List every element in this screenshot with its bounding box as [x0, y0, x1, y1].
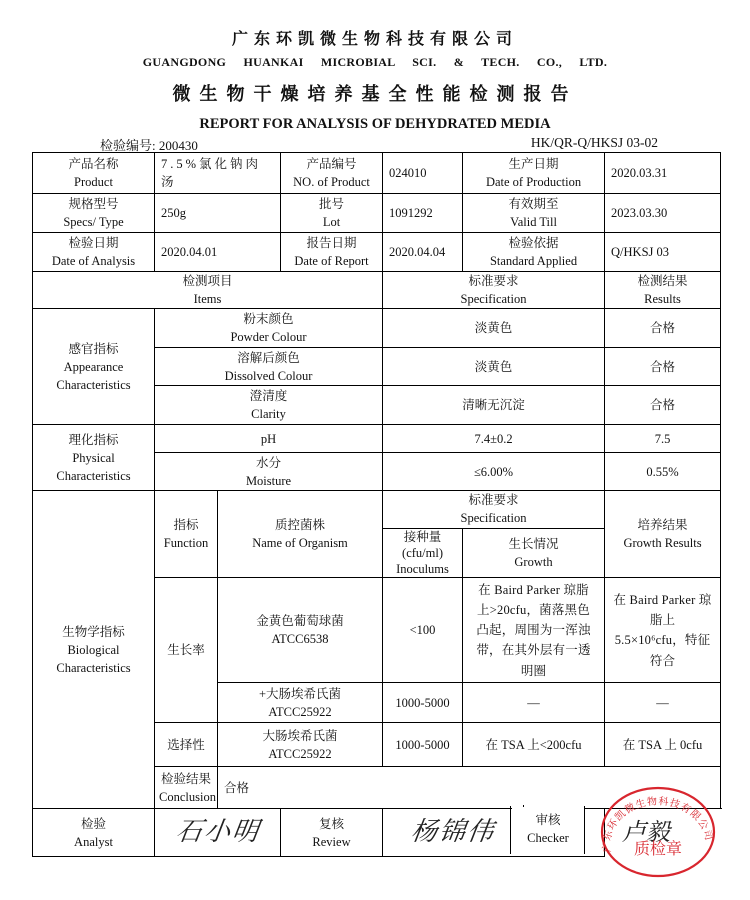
stamp-ring-text: 广东环凯微生物科技有限公司	[601, 796, 715, 853]
growth-description: —	[463, 683, 605, 723]
item-result: 0.55%	[605, 453, 721, 491]
checker-label-box: 审核 Checker	[512, 807, 584, 855]
report-date-label: 报告日期 Date of Report	[281, 233, 383, 272]
bio-spec-header: 标准要求 Specification	[383, 491, 605, 528]
product-label: 产品名称 Product	[33, 153, 155, 194]
item-result: 合格	[605, 348, 721, 386]
report-title-en: REPORT FOR ANALYSIS OF DEHYDRATED MEDIA	[199, 116, 551, 132]
info-row	[33, 233, 721, 272]
item-name: 溶解后颜色 Dissolved Colour	[155, 348, 383, 386]
growth-result: 在 Baird Parker 琼脂上 5.5×10⁶cfu，特征符合	[605, 578, 721, 683]
lot-label: 批号 Lot	[281, 194, 383, 233]
inoculum-value: 1000-5000	[383, 723, 463, 767]
growth-results-header: 培养结果 Growth Results	[605, 491, 721, 578]
report-title-cn: 微生物干燥培养基全性能检测报告	[172, 84, 578, 104]
growth-header: 生长情况 Growth	[463, 528, 605, 578]
valid-till-value: 2023.03.30	[605, 194, 721, 233]
production-date-value: 2020.03.31	[605, 153, 721, 194]
document-code: HK/QR-Q/HKSJ 03-02	[530, 135, 658, 150]
analysis-date-label: 检验日期 Date of Analysis	[33, 233, 155, 272]
growth-result: 在 TSA 上 0cfu	[605, 723, 721, 767]
growth-description: 在 Baird Parker 琼脂 上>20cfu，菌落黑色 凸起，周围为一浑浊 带，在其外层有一透 明圈	[463, 578, 605, 683]
biological-group: 生物学指标 Biological Characteristics	[33, 491, 155, 809]
report-number: 检验编号: 200430	[100, 138, 198, 153]
growth-description: 在 TSA 上<200cfu	[463, 723, 605, 767]
item-spec: 清晰无沉淀	[383, 386, 605, 425]
standard-label: 检验依据 Standard Applied	[463, 233, 605, 272]
valid-till-label: 有效期至 Valid Till	[463, 194, 605, 233]
growth-result: —	[605, 683, 721, 723]
product-number-label: 产品编号 NO. of Product	[281, 153, 383, 194]
stamp-center-text: 质检章	[633, 839, 683, 858]
analyst-signature: 石小明	[155, 809, 281, 857]
info-row	[33, 194, 721, 233]
item-spec: 淡黄色	[383, 348, 605, 386]
organism-name: 大肠埃希氏菌 ATCC25922	[218, 723, 383, 767]
bio-header-row	[33, 491, 721, 528]
inoculum-value: 1000-5000	[383, 683, 463, 723]
standard-value: Q/HKSJ 03	[605, 233, 721, 272]
item-name: 水分 Moisture	[155, 453, 383, 491]
conclusion-value: 合格	[218, 767, 721, 809]
review-signature: 杨锦伟	[383, 809, 605, 857]
analyst-label: 检验 Analyst	[33, 809, 155, 857]
checker-label-divider-left	[510, 806, 511, 854]
physical-group: 理化指标 Physical Characteristics	[33, 425, 155, 491]
item-result: 7.5	[605, 425, 721, 453]
appearance-group: 感官指标 Appearance Characteristics	[33, 309, 155, 425]
items-header: 检测项目 Items	[33, 272, 383, 309]
company-name-cn: 广东环凯微生物科技有限公司	[231, 31, 518, 48]
analysis-date-value: 2020.04.01	[155, 233, 281, 272]
spec-label: 规格型号 Specs/ Type	[33, 194, 155, 233]
item-name: 粉末颜色 Powder Colour	[155, 309, 383, 348]
item-spec: ≤6.00%	[383, 453, 605, 491]
report-date-value: 2020.04.04	[383, 233, 463, 272]
item-name: pH	[155, 425, 383, 453]
inoculums-header: 接种量 (cfu/ml) Inoculums	[383, 528, 463, 578]
conclusion-label: 检验结果 Conclusion	[155, 767, 218, 809]
item-result: 合格	[605, 309, 721, 348]
inoculum-value: <100	[383, 578, 463, 683]
growth-rate-label: 生长率	[155, 578, 218, 723]
results-header: 检测结果 Results	[605, 272, 721, 309]
report-table	[32, 152, 721, 857]
checker-label-divider	[584, 806, 585, 854]
product-value: 7.5%氯化钠肉汤	[155, 153, 281, 194]
spec-value: 250g	[155, 194, 281, 233]
review-label: 复核 Review	[281, 809, 383, 857]
organism-name: +大肠埃希氏菌 ATCC25922	[218, 683, 383, 723]
function-header: 指标 Function	[155, 491, 218, 578]
item-spec: 7.4±0.2	[383, 425, 605, 453]
organism-name: 金黄色葡萄球菌 ATCC6538	[218, 578, 383, 683]
appearance-row	[33, 309, 721, 348]
item-result: 合格	[605, 386, 721, 425]
product-number-value: 024010	[383, 153, 463, 194]
organism-header: 质控菌株 Name of Organism	[218, 491, 383, 578]
quality-stamp	[598, 778, 718, 878]
spec-header: 标准要求 Specification	[383, 272, 605, 309]
column-header-row	[33, 272, 721, 309]
lot-value: 1091292	[383, 194, 463, 233]
company-name-en: GUANGDONG HUANKAI MICROBIAL SCI. & TECH. CO., LTD.	[142, 55, 608, 69]
item-name: 澄清度 Clarity	[155, 386, 383, 425]
item-spec: 淡黄色	[383, 309, 605, 348]
physical-row	[33, 425, 721, 453]
checker-signature: 卢毅	[622, 818, 670, 846]
info-row	[33, 153, 721, 194]
selectivity-label: 选择性	[155, 723, 218, 767]
production-date-label: 生产日期 Date of Production	[463, 153, 605, 194]
